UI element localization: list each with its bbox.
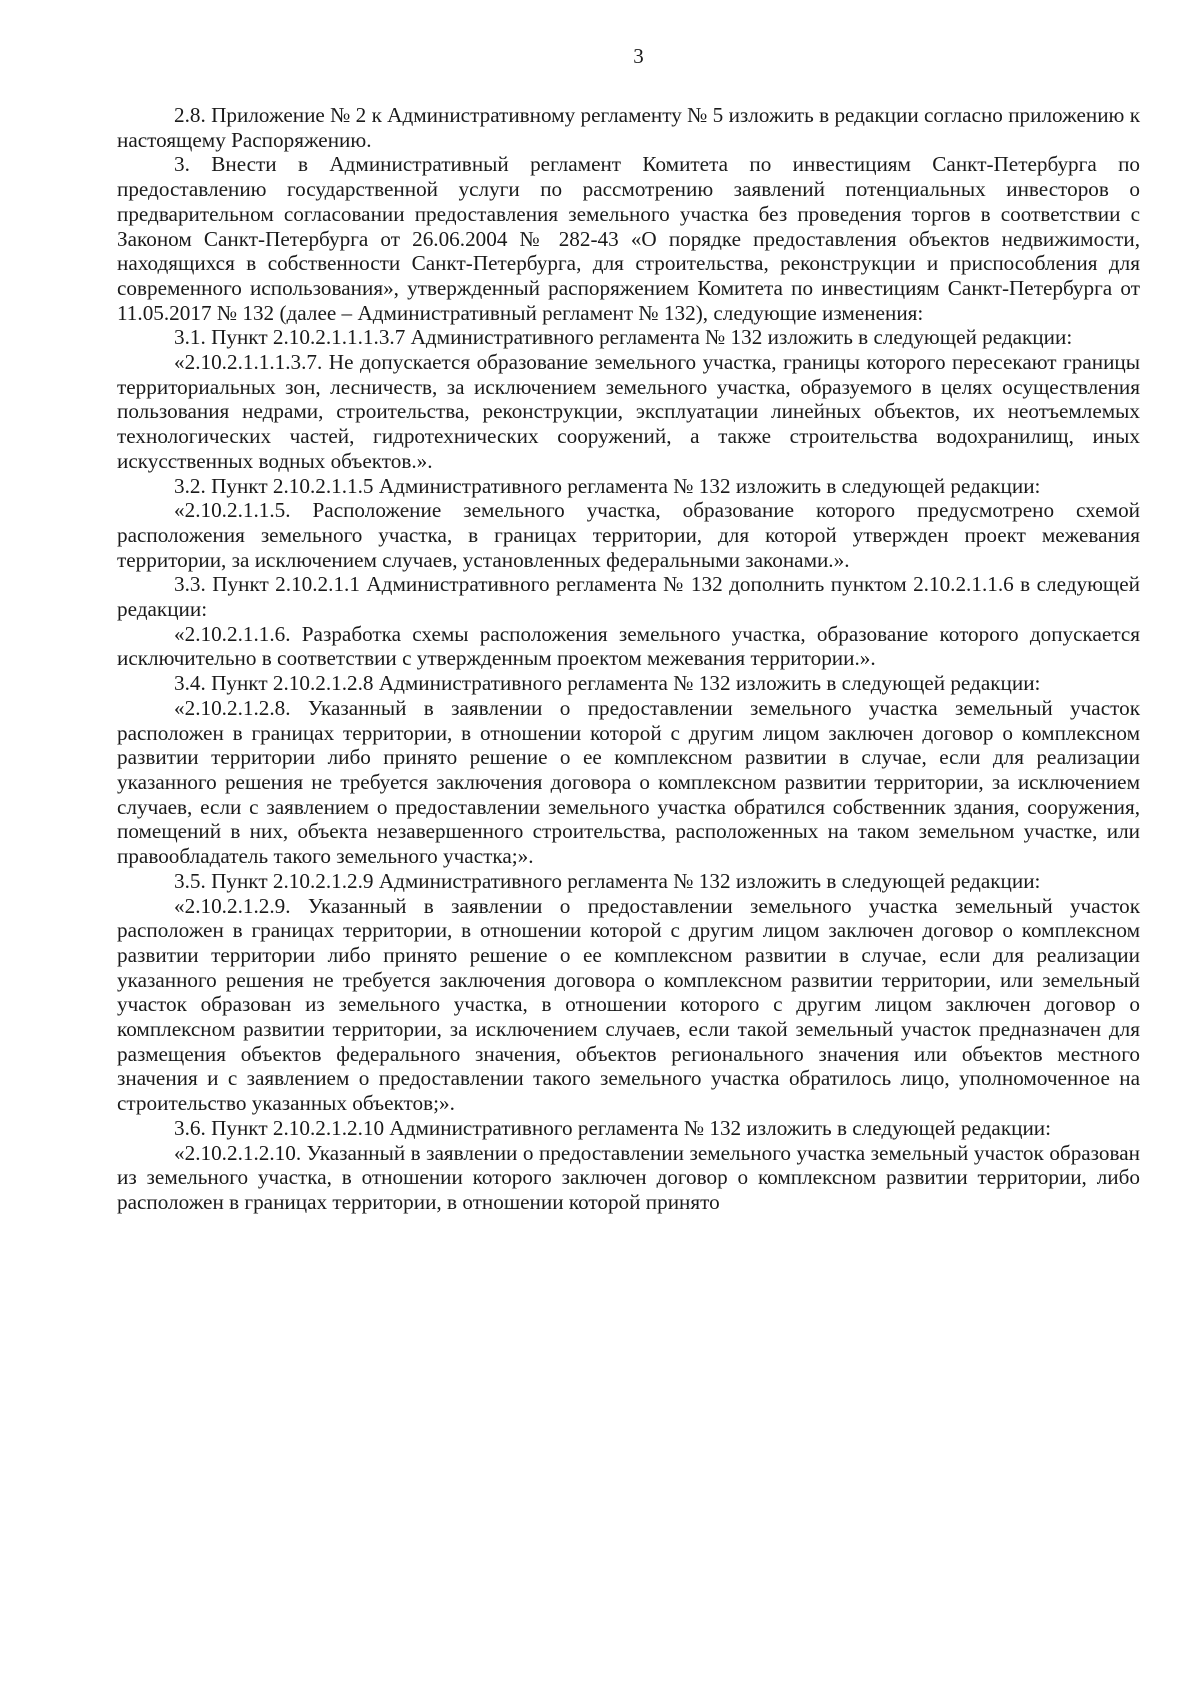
paragraph-3-3: 3.3. Пункт 2.10.2.1.1 Административного регламента № 132 дополнить пунктом 2.10.2.1.1.6 в следующей редакции: <box>117 572 1140 622</box>
page-number: 3 <box>633 44 644 68</box>
quote-2-10-2-1-2-9: «2.10.2.1.2.9. Указанный в заявлении о предоставлении земельного участка земельный участок расположен в границах территории, в отношении которой с другим лицом заключен договор о комплексном развитии территории либо принято решение о ее комплексном развитии в случае, если для реализации указанного решения не требуется заключения договора о комплексном развитии территории, или земельный участок образован из земельного участка, в отношении которого с другим лицом заключен договор о комплексном развитии территории, за исключением случаев, если такой земельный участок предназначен для размещения объектов федерального значения, объектов регионального значения или объектов местного значения и с заявлением о предоставлении такого земельного участка обратилось лицо, уполномоченное на строительство указанных объектов;». <box>117 893 1140 1116</box>
quote-2-10-2-1-1-5: «2.10.2.1.1.5. Расположение земельного участка, образование которого предусмотрено схемой расположения земельного участка, в границах территории, для которой утвержден проект межевания территории, за исключением случаев, установленных федеральными законами.». <box>117 498 1140 572</box>
paragraph-3-5: 3.5. Пункт 2.10.2.1.2.9 Административного регламента № 132 изложить в следующей редакции: <box>174 868 1041 893</box>
paragraph-3-2: 3.2. Пункт 2.10.2.1.1.5 Административного регламента № 132 изложить в следующей редакции: <box>174 473 1041 498</box>
quote-2-10-2-1-1-1-3-7: «2.10.2.1.1.1.3.7. Не допускается образование земельного участка, границы которого пересекают границы территориальных зон, лесничеств, за исключением земельного участка, образуемого в целях осуществления пользования недрами, строительства, реконструкции, эксплуатации линейных объектов, их неотъемлемых технологических частей, гидротехнических сооружений, а также строительства водохранилищ, иных искусственных водных объектов.». <box>117 350 1140 473</box>
paragraph-3: 3. Внести в Административный регламент Комитета по инвестициям Санкт-Петербурга по предоставлению государственной услуги по рассмотрению заявлений потенциальных инвесторов о предварительном согласовании предоставления земельного участка без проведения торгов в соответствии с Законом Санкт-Петербурга от 26.06.2004 № 282-43 «О порядке предоставления объектов недвижимости, находящихся в собственности Санкт-Петербурга, для строительства, реконструкции и приспособления для современного использования», утвержденный распоряжением Комитета по инвестициям Санкт-Петербурга от 11.05.2017 № 132 (далее – Административный регламент № 132), следующие изменения: <box>117 152 1140 325</box>
quote-2-10-2-1-1-6: «2.10.2.1.1.6. Разработка схемы расположения земельного участка, образование которого допускается исключительно в соответствии с утвержденным проектом межевания территории.». <box>117 621 1140 671</box>
paragraph-3-1: 3.1. Пункт 2.10.2.1.1.1.3.7 Административного регламента № 132 изложить в следующей редакции: <box>174 325 1073 350</box>
paragraph-3-6: 3.6. Пункт 2.10.2.1.2.10 Административного регламента № 132 изложить в следующей редакции: <box>174 1115 1052 1140</box>
quote-2-10-2-1-2-8: «2.10.2.1.2.8. Указанный в заявлении о предоставлении земельного участка земельный участок расположен в границах территории, в отношении которой с другим лицом заключен договор о комплексном развитии территории либо принято решение о ее комплексном развитии в случае, если для реализации указанного решения не требуется заключения договора о комплексном развитии территории, за исключением случаев, если с заявлением о предоставлении земельного участка обратился собственник здания, сооружения, помещений в них, объекта незавершенного строительства, расположенных на таком земельном участке, или правообладатель такого земельного участка;». <box>117 695 1140 869</box>
paragraph-3-4: 3.4. Пункт 2.10.2.1.2.8 Административного регламента № 132 изложить в следующей редакции: <box>174 671 1041 696</box>
quote-2-10-2-1-2-10: «2.10.2.1.2.10. Указанный в заявлении о предоставлении земельного участка земельный участок образован из земельного участка, в отношении которого заключен договор о комплексном развитии территории, либо расположен в границах территории, в отношении которой принято <box>117 1140 1140 1214</box>
paragraph-2-8: 2.8. Приложение № 2 к Административному регламенту № 5 изложить в редакции согласно приложению к настоящему Распоряжению. <box>117 103 1140 152</box>
